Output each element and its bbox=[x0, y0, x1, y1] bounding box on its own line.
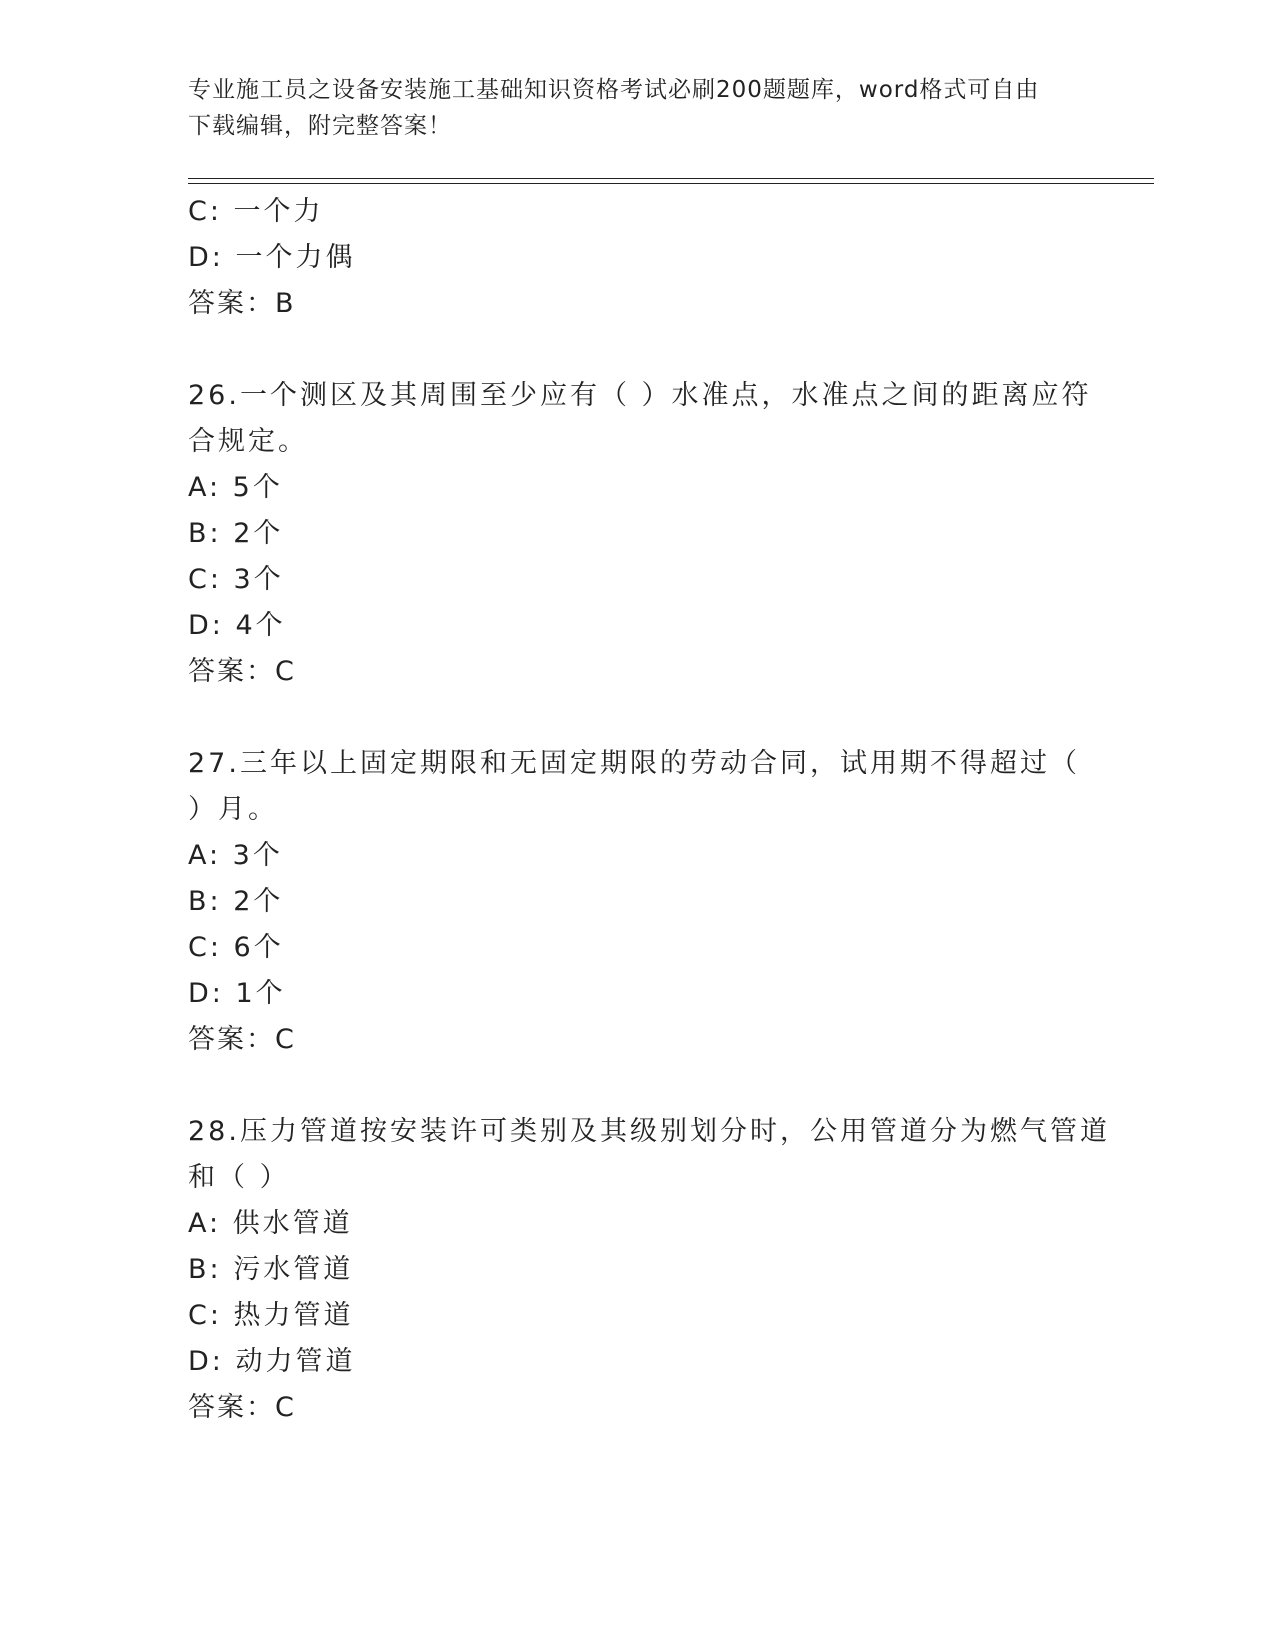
option-a: A: 3个 bbox=[188, 840, 283, 871]
question-text-line-2: 合规定。 bbox=[188, 426, 308, 457]
spacer bbox=[188, 695, 1088, 741]
option-c: C: 一个力 bbox=[188, 196, 324, 227]
option-c: C: 3个 bbox=[188, 564, 284, 595]
header-divider-bottom bbox=[188, 183, 1154, 184]
question-27 bbox=[188, 741, 1088, 1063]
option-d: D: 一个力偶 bbox=[188, 242, 356, 273]
answer-line: 答案：B bbox=[188, 288, 296, 319]
answer-line: 答案：C bbox=[188, 1024, 296, 1055]
question-26 bbox=[188, 373, 1092, 695]
question-text-line-2: 和（ ） bbox=[188, 1162, 290, 1193]
option-d: D: 动力管道 bbox=[188, 1346, 356, 1377]
option-c: C: 6个 bbox=[188, 932, 284, 963]
spacer bbox=[188, 327, 1088, 373]
option-b: B: 2个 bbox=[188, 886, 284, 917]
spacer bbox=[188, 1063, 1088, 1109]
answer-line: 答案：C bbox=[188, 656, 296, 687]
option-d: D: 4个 bbox=[188, 610, 286, 641]
header-line-1: 专业施工员之设备安装施工基础知识资格考试必刷200题题库，word格式可自由 bbox=[188, 77, 1040, 103]
question-list bbox=[188, 189, 1110, 1431]
header-divider-top bbox=[188, 178, 1154, 179]
option-c: C: 热力管道 bbox=[188, 1300, 354, 1331]
option-b: B: 2个 bbox=[188, 518, 284, 549]
question-text-line-1: 27.三年以上固定期限和无固定期限的劳动合同，试用期不得超过（ bbox=[188, 748, 1080, 779]
answer-line: 答案：C bbox=[188, 1392, 296, 1423]
previous-question-tail bbox=[188, 189, 1088, 327]
header-line-2: 下载编辑，附完整答案！ bbox=[188, 113, 452, 139]
option-a: A: 供水管道 bbox=[188, 1208, 353, 1239]
option-d: D: 1个 bbox=[188, 978, 286, 1009]
option-a: A: 5个 bbox=[188, 472, 283, 503]
document-header bbox=[188, 72, 1068, 144]
question-text-line-1: 26.一个测区及其周围至少应有（ ）水准点，水准点之间的距离应符 bbox=[188, 380, 1092, 411]
question-text-line-2: ）月。 bbox=[188, 794, 278, 825]
question-28 bbox=[188, 1109, 1110, 1431]
question-text-line-1: 28.压力管道按安装许可类别及其级别划分时，公用管道分为燃气管道 bbox=[188, 1116, 1110, 1147]
option-b: B: 污水管道 bbox=[188, 1254, 354, 1285]
